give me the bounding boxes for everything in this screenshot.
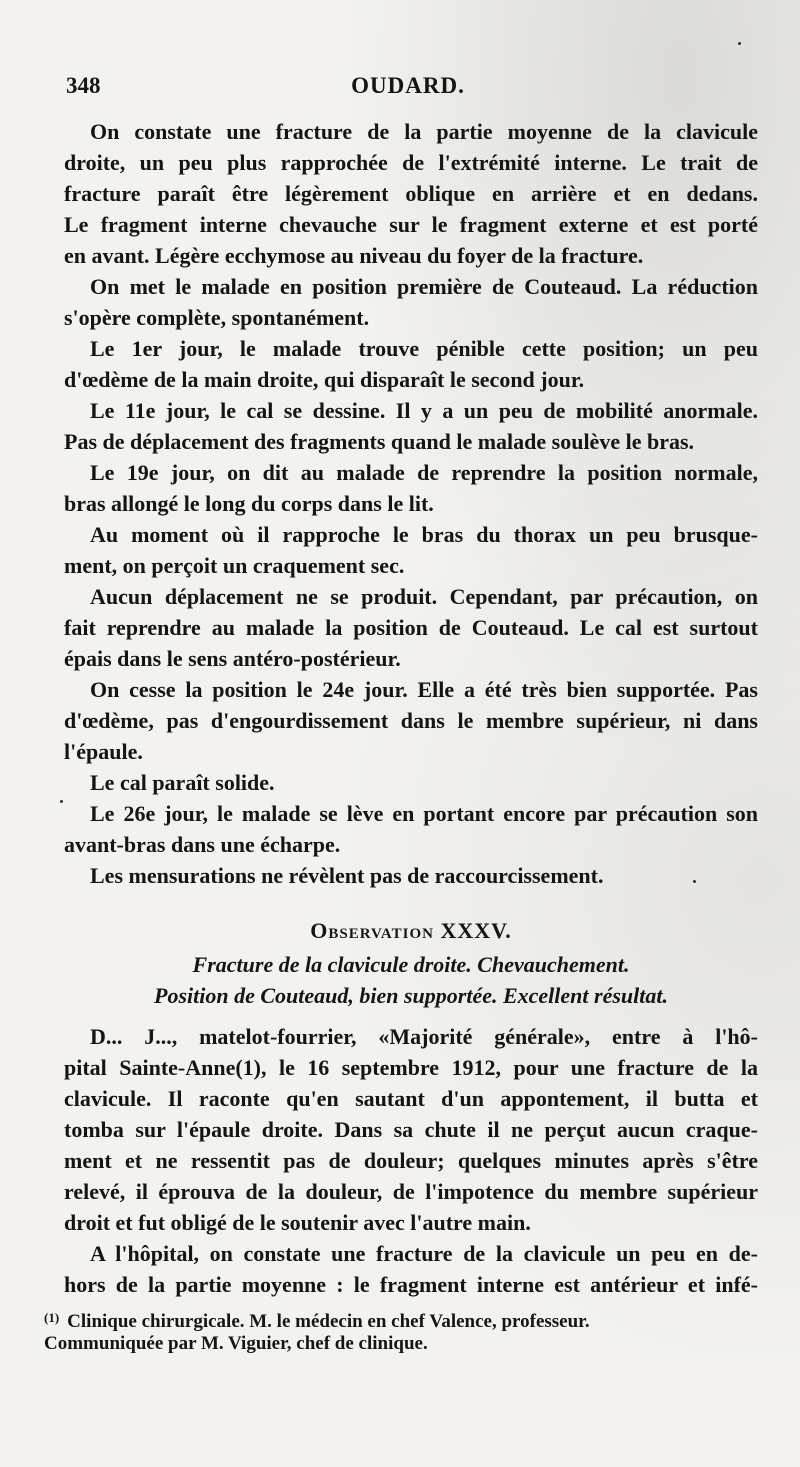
text-line: Le cal paraît solide.: [90, 770, 275, 795]
text-line: ment et ne ressentit pas de douleur; quelques minutes après s'être: [64, 1148, 758, 1173]
text-line: droite, un peu plus rapprochée de l'extrémité interne. Le trait de: [64, 150, 758, 175]
text-line: Le 1er jour, le malade trouve pénible cette position; un peu: [90, 336, 758, 361]
text-line: fait reprendre au malade la position de Couteaud. Le cal est surtout: [64, 615, 758, 640]
text-line: hors de la partie moyenne : le fragment interne est antérieur et infé-: [64, 1272, 758, 1297]
text-line: On constate une fracture de la partie moyenne de la clavicule: [90, 119, 758, 144]
page-number: 348: [66, 73, 101, 98]
paragraph-7: [64, 581, 758, 674]
page-header: [66, 73, 750, 105]
text-line: l'épaule.: [64, 739, 143, 764]
text-line: droit et fut obligé de le soutenir avec l'autre main.: [64, 1210, 531, 1235]
text-line: ment, on perçoit un craquement sec.: [64, 553, 405, 578]
text-line: relevé, il éprouva de la douleur, de l'impotence du membre supérieur: [64, 1179, 758, 1204]
text-line: D... J..., matelot-fourrier, «Majorité générale», entre à l'hô-: [90, 1024, 758, 1049]
text-line: s'opère complète, spontanément.: [64, 305, 370, 330]
text-line: bras allongé le long du corps dans le lit.: [64, 491, 434, 516]
text-line: épais dans le sens antéro-postérieur.: [64, 646, 401, 671]
paragraph-13: [64, 1238, 758, 1300]
paragraph-10: [64, 798, 758, 860]
text-line: pital Sainte-Anne(1), le 16 septembre 1912, pour une fracture de la: [64, 1055, 758, 1080]
text-line: On met le malade en position première de Couteaud. La réduction: [90, 274, 758, 299]
text-line: avant-bras dans une écharpe.: [64, 832, 341, 857]
footnote: [44, 1305, 758, 1357]
paragraph-1: [64, 116, 758, 271]
text-line: Le 11e jour, le cal se dessine. Il y a un peu de mobilité anormale.: [90, 398, 758, 423]
text-line: Le 26e jour, le malade se lève en portant encore par précaution son: [90, 801, 758, 826]
text-line: Le fragment interne chevauche sur le fragment externe et est porté: [64, 212, 758, 237]
observation-heading: [64, 909, 758, 949]
text-line: Le 19e jour, on dit au malade de reprendre la position normale,: [90, 460, 758, 485]
observation-number: XXXV.: [440, 918, 512, 943]
observation-subtitle-2: Position de Couteaud, bien supportée. Excellent résultat.: [154, 983, 668, 1008]
footnote-marker: (1): [44, 1310, 60, 1325]
text-line: fracture paraît être légèrement oblique en arrière et en dedans.: [64, 181, 758, 206]
observation-label: Observation: [310, 918, 434, 943]
footnote-line-2: Communiquée par M. Viguier, chef de clinique.: [44, 1333, 428, 1354]
paragraph-12: [64, 1021, 758, 1238]
observation-subtitle-1: Fracture de la clavicule droite. Chevauchement.: [192, 952, 630, 977]
text-line: d'œdème de la main droite, qui disparaît le second jour.: [64, 367, 585, 392]
text-line: en avant. Légère ecchymose au niveau du foyer de la fracture.: [64, 243, 644, 268]
paragraph-11: [64, 860, 758, 891]
text-line: clavicule. Il raconte qu'en sautant d'un appontement, il butta et: [64, 1086, 758, 1111]
text-line: A l'hôpital, on constate une fracture de la clavicule un peu en de-: [90, 1241, 758, 1266]
text-line: tomba sur l'épaule droite. Dans sa chute il ne perçut aucun craque-: [64, 1117, 758, 1142]
print-speck: [60, 800, 63, 803]
paragraph-6: [64, 519, 758, 581]
text-line: Pas de déplacement des fragments quand le malade soulève le bras.: [64, 429, 695, 454]
footnote-line-1: [44, 1305, 758, 1331]
running-title: OUDARD.: [351, 73, 465, 98]
text-line: d'œdème, pas d'engourdissement dans le membre supérieur, ni dans: [64, 708, 758, 733]
footnote-text-1: Clinique chirurgicale. M. le médecin en chef Valence, professeur.: [67, 1311, 590, 1332]
print-speck: [693, 880, 696, 883]
paragraph-9: [64, 767, 758, 798]
text-line: Les mensurations ne révèlent pas de raccourcissement.: [90, 863, 604, 888]
paragraph-2: [64, 271, 758, 333]
spacer: [64, 1011, 758, 1021]
main-text: [64, 116, 758, 1300]
text-line: On cesse la position le 24e jour. Elle a été très bien supportée. Pas: [90, 677, 758, 702]
print-speck: [738, 42, 741, 45]
paragraph-8: [64, 674, 758, 767]
paragraph-5: [64, 457, 758, 519]
text-line: Aucun déplacement ne se produit. Cependant, par précaution, on: [90, 584, 758, 609]
paragraph-4: [64, 395, 758, 457]
text-line: Au moment où il rapproche le bras du thorax un peu brusque-: [90, 522, 758, 547]
paragraph-3: [64, 333, 758, 395]
